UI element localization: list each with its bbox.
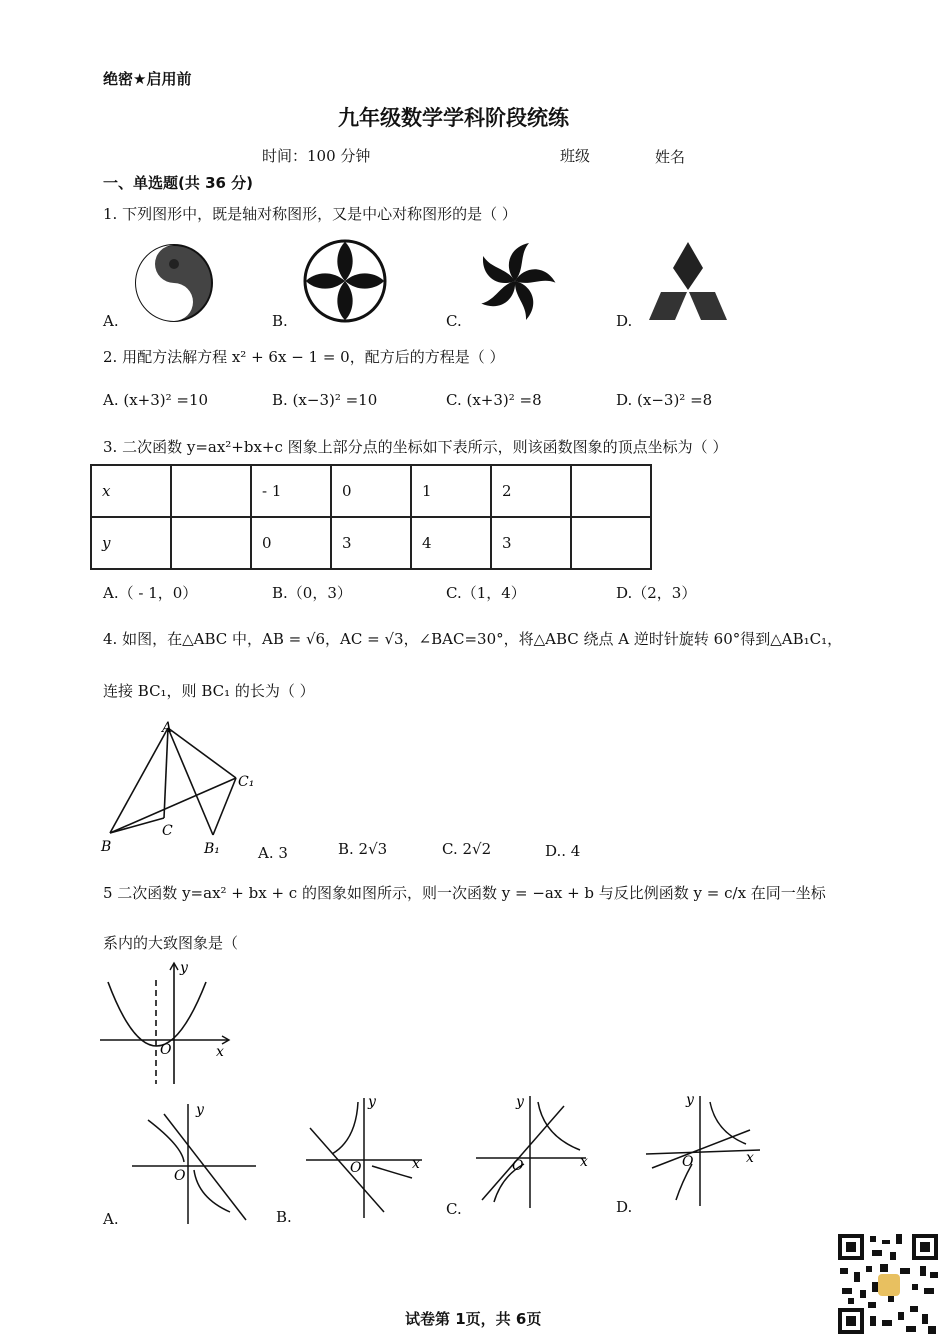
origin-label: O <box>682 1154 694 1170</box>
class-label: 班级 <box>560 147 591 165</box>
label-point-b: B <box>101 839 112 855</box>
exam-time: 时间：100 分钟 <box>262 147 371 165</box>
table-row <box>91 517 651 569</box>
x-axis-label: x <box>580 1154 588 1170</box>
origin-label: O <box>512 1158 524 1174</box>
q3-option-c: C.（1，4） <box>446 584 526 602</box>
qr-code-icon <box>836 1232 940 1336</box>
q5-option-d: D. <box>616 1198 633 1216</box>
q1-option-c: C. <box>446 312 462 330</box>
table-cell: 1 <box>411 465 491 517</box>
x-axis-label: x <box>746 1150 754 1166</box>
origin-label: O <box>160 1042 172 1058</box>
q5-option-b: B. <box>276 1208 292 1226</box>
q1-stem: 1. 下列图形中，既是轴对称图形，又是中心对称图形的是（ ） <box>103 205 517 223</box>
q2-option-d: D. (x−3)² =8 <box>616 391 713 409</box>
y-axis-label: y <box>368 1094 376 1110</box>
q5-parabola-figure <box>98 960 238 1088</box>
q1-option-a: A. <box>103 312 119 330</box>
q4-option-b: B. 2√3 <box>338 840 388 858</box>
table-cell: 0 <box>331 465 411 517</box>
page-title: 九年级数学学科阶段统练 <box>338 106 569 130</box>
table-cell: y <box>91 517 171 569</box>
table-cell: 4 <box>411 517 491 569</box>
secret-label: 绝密★启用前 <box>103 70 192 88</box>
label-point-a: A <box>162 720 173 736</box>
q5-option-c: C. <box>446 1200 462 1218</box>
q4-option-c: C. 2√2 <box>442 840 492 858</box>
q2-option-a: A. (x+3)² =10 <box>103 391 209 409</box>
y-axis-label: y <box>686 1092 694 1108</box>
origin-label: O <box>174 1168 186 1184</box>
q1-figure-a-yinyang <box>130 240 220 326</box>
q4-stem-line2: 连接 BC₁，则 BC₁ 的长为（ ） <box>103 682 315 700</box>
y-axis-label: y <box>180 960 188 976</box>
x-axis-label: x <box>412 1156 420 1172</box>
table-row <box>91 465 651 517</box>
table-cell: 3 <box>491 517 571 569</box>
q3-stem: 3. 二次函数 y=ax²+bx+c 图象上部分点的坐标如下表所示，则该函数图象的顶点坐标为（ ） <box>103 438 728 456</box>
q5-option-a: A. <box>103 1210 119 1228</box>
y-axis-label: y <box>196 1102 204 1118</box>
q2-option-b: B. (x−3)² =10 <box>272 391 378 409</box>
q5-graph-d <box>642 1092 764 1210</box>
q2-stem: 2. 用配方法解方程 x² + 6x − 1 = 0，配方后的方程是（ ） <box>103 348 505 366</box>
q3-option-b: B.（0，3） <box>272 584 352 602</box>
q5-stem-line2: 系内的大致图象是（ <box>103 934 239 952</box>
q5-graph-a <box>128 1100 258 1228</box>
q5-graph-c <box>472 1092 592 1212</box>
q1-figure-b-flower <box>302 238 388 324</box>
q1-option-d: D. <box>616 312 633 330</box>
label-point-c: C <box>162 823 173 839</box>
label-point-c1: C₁ <box>238 774 255 790</box>
q4-stem-line1: 4. 如图，在△ABC 中，AB = √6，AC = √3，∠BAC=30°，将△ABC 绕点 A 逆时针旋转 60°得到△AB₁C₁， <box>103 630 843 648</box>
q4-triangle-figure <box>98 718 268 858</box>
q3-option-a: A.（ - 1，0） <box>103 584 198 602</box>
q3-option-d: D.（2，3） <box>616 584 697 602</box>
q4-option-d: D.. 4 <box>545 842 581 860</box>
q1-figure-c-bauhinia <box>470 236 560 324</box>
table-cell: 2 <box>491 465 571 517</box>
table-cell <box>171 465 251 517</box>
table-cell <box>571 517 651 569</box>
q5-stem-line1: 5 二次函数 y=ax² + bx + c 的图象如图所示，则一次函数 y = −ax + b 与反比例函数 y = c/x 在同一坐标 <box>103 884 826 902</box>
page-footer: 试卷第 1页，共 6页 <box>405 1310 542 1328</box>
name-label: 姓名 <box>655 148 686 166</box>
q5-graph-b <box>302 1094 430 1222</box>
section-heading: 一、单选题(共 36 分) <box>103 174 254 192</box>
q2-option-c: C. (x+3)² =8 <box>446 391 542 409</box>
label-point-b1: B₁ <box>204 841 220 857</box>
table-cell: x <box>91 465 171 517</box>
q1-option-b: B. <box>272 312 288 330</box>
table-cell: 3 <box>331 517 411 569</box>
q3-table <box>90 464 652 570</box>
y-axis-label: y <box>516 1094 524 1110</box>
table-cell <box>571 465 651 517</box>
table-cell: 0 <box>251 517 331 569</box>
q4-option-a: A. 3 <box>258 844 288 862</box>
x-axis-label: x <box>216 1044 224 1060</box>
origin-label: O <box>350 1160 362 1176</box>
q1-figure-d-diamonds <box>645 240 731 324</box>
table-cell: - 1 <box>251 465 331 517</box>
table-cell <box>171 517 251 569</box>
